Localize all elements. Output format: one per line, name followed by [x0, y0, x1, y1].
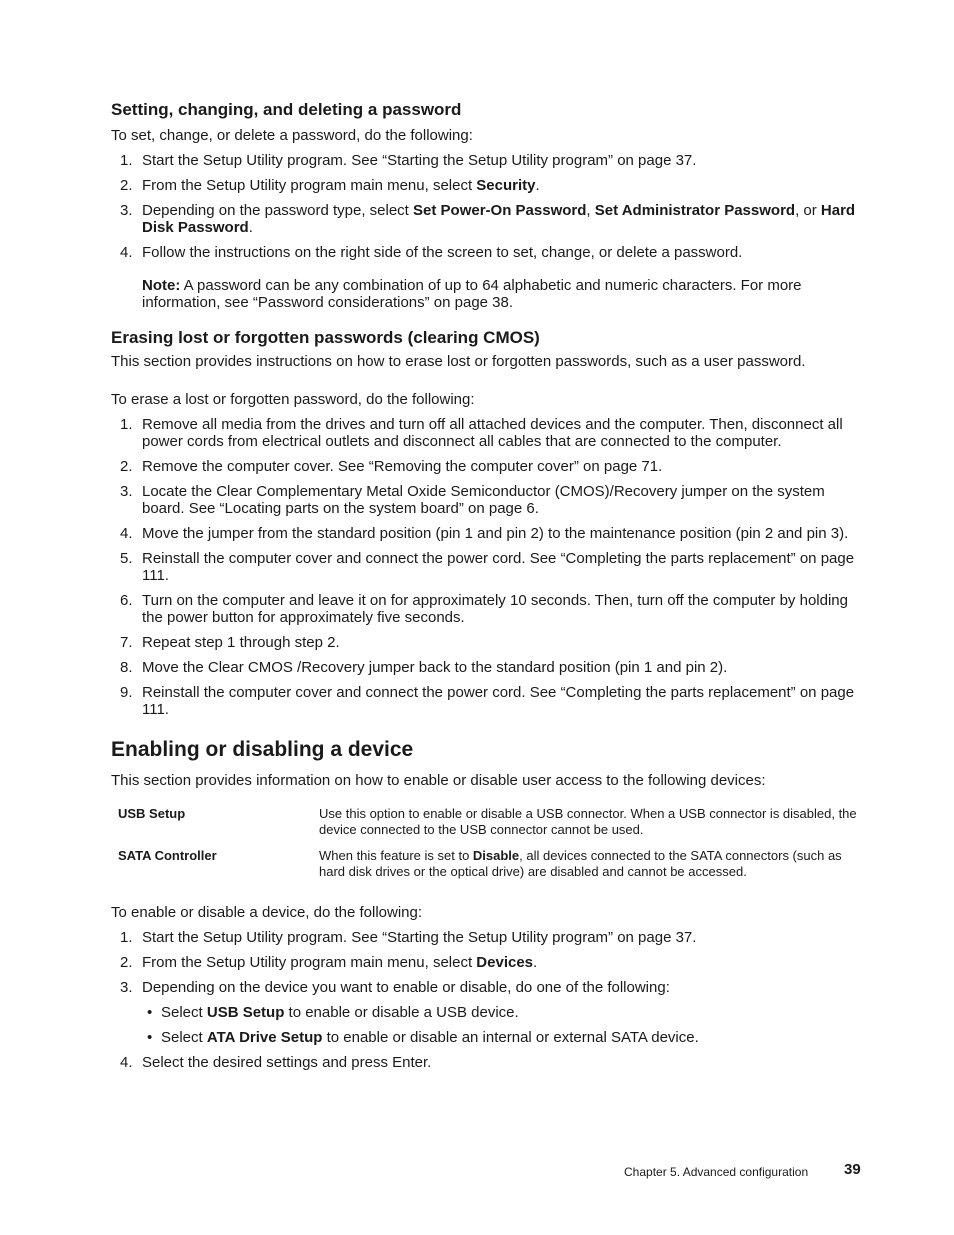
device-description: When this feature is set to Disable, all devices connected to the SATA connectors (such as hard disk drives or the optical drive) are disabled and cannot be accessed.	[319, 848, 842, 879]
step-text: From the Setup Utility program main menu, select Security.	[142, 177, 540, 194]
step-number: 1.	[120, 416, 133, 433]
step-number: 6.	[120, 592, 133, 609]
chapter-label: Chapter 5. Advanced configuration	[624, 1165, 809, 1179]
note-text: A password can be any combination of up to 64 alphabetic and numeric characters. For more information, see “Password considerations” on page 38.	[142, 277, 802, 311]
step-text: Remove the computer cover. See “Removing the computer cover” on page 71.	[142, 458, 663, 475]
step-number: 3.	[120, 979, 133, 996]
step-text: Repeat step 1 through step 2.	[142, 634, 340, 651]
section-heading-devices: Enabling or disabling a device	[111, 738, 414, 761]
list-item: 4. Select the desired settings and press Enter.	[120, 1054, 432, 1071]
list-item: • Select USB Setup to enable or disable a USB device.	[147, 1004, 519, 1021]
section-intro: This section provides instructions on how to erase lost or forgotten passwords, such as a user password.	[111, 353, 806, 370]
step-text: Start the Setup Utility program. See “Starting the Setup Utility program” on page 37.	[142, 152, 697, 169]
section-heading-cmos: Erasing lost or forgotten passwords (clearing CMOS)	[111, 328, 540, 347]
list-item	[111, 592, 861, 626]
step-number: 2.	[120, 177, 133, 194]
step-number: 7.	[120, 634, 133, 651]
step-text: Remove all media from the drives and turn off all attached devices and the computer. Then, disconnect all power cords from electrical outlets and disconnect all cables that are connected to the computer.	[142, 416, 843, 450]
step-number: 1.	[120, 152, 133, 169]
step-text: Locate the Clear Complementary Metal Oxide Semiconductor (CMOS)/Recovery jumper on the system board. See “Locating parts on the system board” on page 6.	[142, 483, 825, 517]
list-item	[111, 525, 861, 542]
password-steps-list	[111, 152, 861, 261]
step-number: 3.	[120, 202, 133, 219]
table-row	[118, 806, 859, 848]
step-number: 4.	[120, 244, 133, 261]
device-description: Use this option to enable or disable a USB connector. When a USB connector is disabled, the device connected to the USB connector cannot be used.	[319, 806, 857, 837]
device-final-step	[111, 1054, 861, 1071]
step-number: 4.	[120, 525, 133, 542]
device-name: SATA Controller	[118, 848, 217, 863]
cmos-steps-list	[111, 416, 861, 718]
list-item	[111, 244, 861, 261]
step-text: Reinstall the computer cover and connect the power cord. See “Completing the parts replacement” on page 111.	[142, 550, 855, 584]
list-item	[111, 929, 861, 946]
list-item: • Select ATA Drive Setup to enable or disable an internal or external SATA device.	[147, 1029, 699, 1046]
step-number: 8.	[120, 659, 133, 676]
section-intro: To enable or disable a device, do the following:	[111, 904, 423, 921]
list-item	[111, 979, 861, 996]
step-number: 2.	[120, 954, 133, 971]
list-item	[111, 416, 861, 450]
list-item	[111, 550, 861, 584]
step-number: 1.	[120, 929, 133, 946]
step-text: Move the Clear CMOS /Recovery jumper back to the standard position (pin 1 and pin 2).	[142, 659, 728, 676]
note-label: Note:	[142, 277, 181, 294]
list-item	[111, 483, 861, 517]
list-item	[111, 954, 861, 971]
section-intro: This section provides information on how to enable or disable user access to the following devices:	[111, 772, 766, 789]
list-item	[111, 458, 861, 475]
step-number: 9.	[120, 684, 133, 701]
bullet-icon: •	[147, 1029, 153, 1046]
list-item	[111, 634, 861, 651]
device-steps-list	[111, 929, 861, 996]
page-footer	[624, 1161, 862, 1181]
step-text: Follow the instructions on the right side of the screen to set, change, or delete a password.	[142, 244, 743, 261]
step-number: 3.	[120, 483, 133, 500]
device-name: USB Setup	[118, 806, 186, 821]
section-intro: To erase a lost or forgotten password, do the following:	[111, 391, 475, 408]
page-number: 39	[844, 1161, 861, 1178]
step-text: Reinstall the computer cover and connect the power cord. See “Completing the parts replacement” on page 111.	[142, 684, 855, 718]
device-bullets-list	[111, 1004, 861, 1046]
list-item	[111, 177, 861, 194]
section-heading-password: Setting, changing, and deleting a password	[111, 100, 462, 119]
list-item	[111, 684, 861, 718]
table-row	[118, 848, 859, 890]
step-number: 2.	[120, 458, 133, 475]
step-text: Move the jumper from the standard position (pin 1 and pin 2) to the maintenance position (pin 2 and pin 3).	[142, 525, 849, 542]
step-text: Start the Setup Utility program. See “Starting the Setup Utility program” on page 37.	[142, 929, 697, 946]
bullet-icon: •	[147, 1004, 153, 1021]
step-text: From the Setup Utility program main menu, select Devices.	[142, 954, 538, 971]
section-intro: To set, change, or delete a password, do the following:	[111, 127, 473, 144]
list-item	[111, 659, 861, 676]
note-paragraph	[111, 277, 861, 311]
step-text: Turn on the computer and leave it on for approximately 10 seconds. Then, turn off the computer by holding the power button for approximately five seconds.	[142, 592, 848, 626]
step-text: Depending on the password type, select Set Power-On Password, Set Administrator Password, or Hard Disk Password.	[142, 202, 856, 236]
list-item	[111, 202, 861, 236]
list-item	[111, 152, 861, 169]
step-text: Depending on the device you want to enable or disable, do one of the following:	[142, 979, 670, 996]
document-page	[111, 100, 861, 1071]
step-number: 5.	[120, 550, 133, 567]
devices-table	[118, 806, 859, 890]
